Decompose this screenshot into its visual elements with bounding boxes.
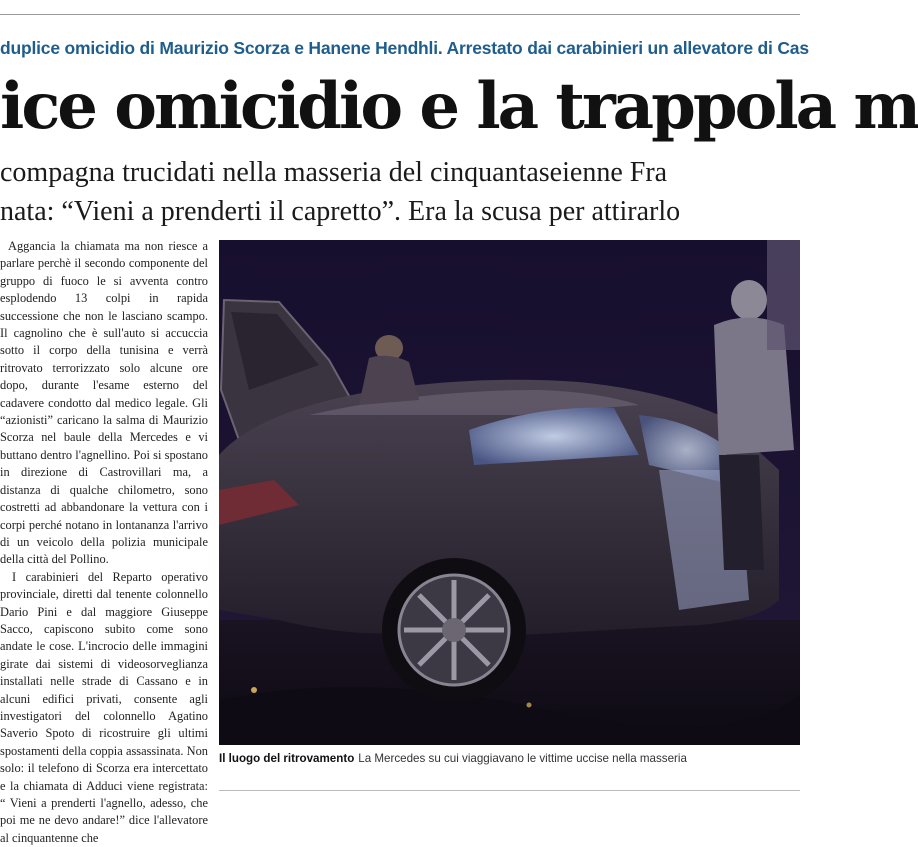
- caption-label: Il luogo del ritrovamento: [219, 752, 355, 765]
- bottom-rule: [219, 790, 800, 791]
- news-photo: [219, 240, 800, 745]
- kicker: duplice omicidio di Maurizio Scorza e Hanene Hendhli. Arrestato dai carabinieri un allevatore di Cas: [0, 38, 809, 58]
- caption-text: La Mercedes su cui viaggiavano le vittime uccise nella masseria: [358, 752, 687, 765]
- photo-caption: [219, 752, 800, 772]
- body-paragraph-2: I carabinieri del Reparto operativo provinciale, diretti dal tenente colonnello Dario Pini e dal maggiore Giuseppe Sacco, capiscono subito come sono andate le cose. L'incrocio delle immagini girate dai sistemi di videosorveglianza installati nelle strade di Cassano e in alcuni edifici privati, consente agli investigatori del colonnello Agatino Saverio Spoto di ricostruire gli ultimi spostamenti della coppia assassinata. Non solo: il telefono di Scorza era intercettato e la chiamata di Adduci viene registrata: “ Vieni a prenderti l'agnello, adesso, che poi me ne devo andare!” dice l'allevatore al cinquantenne che: [0, 569, 208, 845]
- subtitle-line-2: nata: “Vieni a prenderti il capretto”. Era la scusa per attirarlo: [0, 196, 681, 227]
- subtitle-line-1: compagna trucidati nella masseria del cinquantaseienne Fra: [0, 157, 668, 188]
- photo-illustration: [219, 240, 800, 745]
- article-body: [0, 238, 208, 845]
- headline: ice omicidio e la trappola m: [0, 69, 918, 144]
- top-rule: [0, 14, 800, 15]
- body-paragraph-1: Aggancia la chiamata ma non riesce a parlare perchè il secondo componente del gruppo di fuoco le si avventa contro esplodendo 13 colpi in rapida successione che non le lasciano scampo. Il cagnolino che è sull'auto si accuccia sotto il corpo della tunisina e verrà ritrovato terrorizzato solo alcune ore dopo, durante l'esame esterno del cadavere condotto dal medico legale. Gli “azionisti” caricano la salma di Maurizio Scorza nel baule della Mercedes e vi buttano dentro l'agnellino. Poi si spostano in direzione di Castrovillari ma, a distanza di qualche chilometro, sono costretti ad abbandonare la vettura con i corpi perché notano in lontananza l'arrivo di un veicolo della polizia municipale della città del Pollino.: [0, 239, 208, 567]
